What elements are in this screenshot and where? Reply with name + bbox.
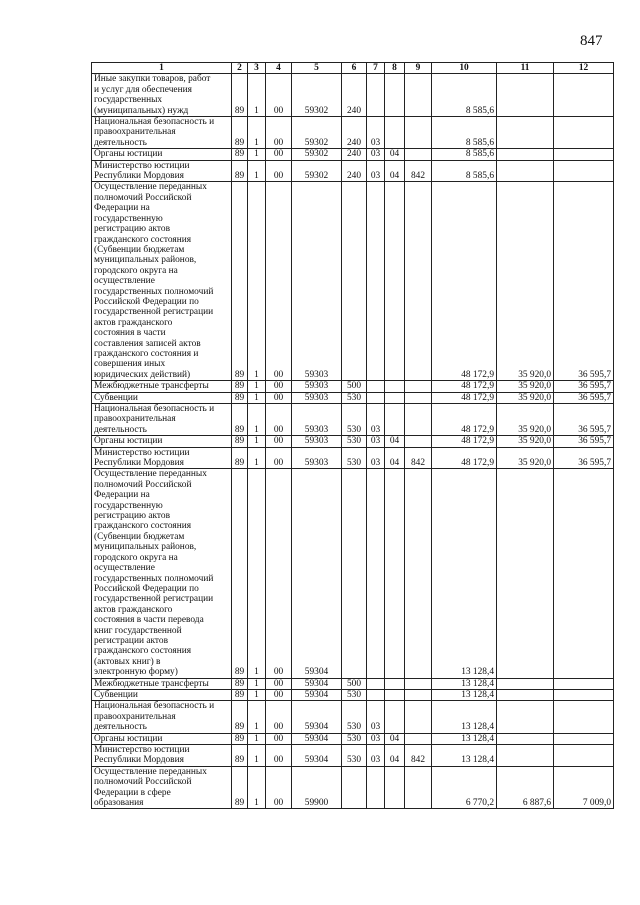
cell-col-10: 13 128,4 xyxy=(432,745,497,767)
cell-col-2: 89 xyxy=(232,447,248,469)
table-row xyxy=(92,469,614,678)
cell-col-11 xyxy=(497,733,554,744)
cell-col-4: 00 xyxy=(266,447,292,469)
description-text: Органы юстиции xyxy=(94,733,163,744)
cell-col-7 xyxy=(367,381,385,392)
cell-col-12 xyxy=(554,469,614,678)
cell-col-12 xyxy=(554,74,614,117)
cell-col-5: 59302 xyxy=(292,149,342,160)
cell-col-9 xyxy=(405,701,432,733)
cell-col-11 xyxy=(497,160,554,182)
cell-col-2: 89 xyxy=(232,149,248,160)
cell-col-5: 59303 xyxy=(292,182,342,381)
cell-col-8: 04 xyxy=(385,745,405,767)
cell-col-12 xyxy=(554,678,614,689)
cell-col-12: 7 009,0 xyxy=(554,766,614,809)
cell-col-10: 8 585,6 xyxy=(432,74,497,117)
cell-col-7 xyxy=(367,689,385,700)
description-text: Субвенции xyxy=(94,689,138,700)
row-description xyxy=(92,701,232,733)
cell-col-8: 04 xyxy=(385,160,405,182)
cell-col-8: 04 xyxy=(385,149,405,160)
cell-col-7 xyxy=(367,182,385,381)
column-header-1: 1 xyxy=(92,63,232,74)
cell-col-8 xyxy=(385,381,405,392)
row-description xyxy=(92,733,232,744)
cell-col-3: 1 xyxy=(248,392,266,403)
cell-col-11 xyxy=(497,701,554,733)
cell-col-8 xyxy=(385,469,405,678)
row-description xyxy=(92,436,232,447)
cell-col-6: 530 xyxy=(342,392,367,403)
table-row xyxy=(92,182,614,381)
cell-col-9 xyxy=(405,404,432,436)
row-description xyxy=(92,766,232,809)
cell-col-7: 03 xyxy=(367,447,385,469)
row-description xyxy=(92,182,232,381)
cell-col-3: 1 xyxy=(248,678,266,689)
cell-col-10: 13 128,4 xyxy=(432,469,497,678)
cell-col-8 xyxy=(385,701,405,733)
cell-col-9 xyxy=(405,392,432,403)
cell-col-9 xyxy=(405,74,432,117)
row-description xyxy=(92,74,232,117)
description-text: Министерство юстиции Республики Мордовия xyxy=(94,447,190,469)
description-text: Органы юстиции xyxy=(94,149,163,160)
cell-col-4: 00 xyxy=(266,469,292,678)
cell-col-6: 530 xyxy=(342,436,367,447)
column-header-9: 9 xyxy=(405,63,432,74)
table-row xyxy=(92,392,614,403)
cell-col-4: 00 xyxy=(266,766,292,809)
cell-col-10: 48 172,9 xyxy=(432,447,497,469)
cell-col-9 xyxy=(405,469,432,678)
cell-col-6: 500 xyxy=(342,381,367,392)
cell-col-2: 89 xyxy=(232,74,248,117)
cell-col-8 xyxy=(385,689,405,700)
cell-col-10: 6 770,2 xyxy=(432,766,497,809)
cell-col-8 xyxy=(385,766,405,809)
cell-col-4: 00 xyxy=(266,745,292,767)
cell-col-3: 1 xyxy=(248,447,266,469)
row-description xyxy=(92,689,232,700)
cell-col-3: 1 xyxy=(248,745,266,767)
cell-col-8 xyxy=(385,117,405,149)
cell-col-9 xyxy=(405,182,432,381)
cell-col-7 xyxy=(367,469,385,678)
cell-col-12 xyxy=(554,701,614,733)
cell-col-7: 03 xyxy=(367,733,385,744)
cell-col-10: 48 172,9 xyxy=(432,182,497,381)
cell-col-5: 59303 xyxy=(292,404,342,436)
cell-col-10: 48 172,9 xyxy=(432,404,497,436)
table-row xyxy=(92,745,614,767)
budget-table xyxy=(91,62,614,809)
cell-col-11: 35 920,0 xyxy=(497,392,554,403)
description-text: Осуществление переданных полномочий Российской Федерации в сфере образования xyxy=(94,766,207,809)
description-text: Осуществление переданных полномочий Российской Федерации на государственную регистрацию актов гражданского состояния (Субвенции бюджетам муниципальных районов, городского округа на осуществление государственных полномочий Российской Федерации по государственной регистрации актов гражданского состояния в части составления записей актов гражданского состояния и совершения иных юридических действий) xyxy=(94,182,214,380)
row-description xyxy=(92,117,232,149)
cell-col-8 xyxy=(385,182,405,381)
cell-col-10: 13 128,4 xyxy=(432,678,497,689)
cell-col-5: 59304 xyxy=(292,733,342,744)
description-text: Национальная безопасность и правоохранительная деятельность xyxy=(94,701,215,733)
column-header-4: 4 xyxy=(266,63,292,74)
cell-col-9: 842 xyxy=(405,160,432,182)
cell-col-2: 89 xyxy=(232,392,248,403)
cell-col-5: 59303 xyxy=(292,392,342,403)
cell-col-11 xyxy=(497,745,554,767)
cell-col-11 xyxy=(497,469,554,678)
cell-col-6: 530 xyxy=(342,745,367,767)
cell-col-4: 00 xyxy=(266,436,292,447)
cell-col-6: 240 xyxy=(342,160,367,182)
cell-col-3: 1 xyxy=(248,404,266,436)
cell-col-11: 35 920,0 xyxy=(497,381,554,392)
cell-col-9: 842 xyxy=(405,447,432,469)
cell-col-5: 59302 xyxy=(292,117,342,149)
table-row xyxy=(92,404,614,436)
cell-col-7 xyxy=(367,74,385,117)
cell-col-12 xyxy=(554,117,614,149)
cell-col-4: 00 xyxy=(266,733,292,744)
cell-col-4: 00 xyxy=(266,74,292,117)
cell-col-3: 1 xyxy=(248,766,266,809)
row-description xyxy=(92,404,232,436)
cell-col-3: 1 xyxy=(248,436,266,447)
cell-col-5: 59304 xyxy=(292,745,342,767)
header-row xyxy=(92,63,614,74)
cell-col-11 xyxy=(497,689,554,700)
column-header-2: 2 xyxy=(232,63,248,74)
cell-col-5: 59304 xyxy=(292,689,342,700)
row-description xyxy=(92,745,232,767)
column-header-6: 6 xyxy=(342,63,367,74)
cell-col-5: 59303 xyxy=(292,436,342,447)
cell-col-10: 8 585,6 xyxy=(432,160,497,182)
description-text: Межбюджетные трансферты xyxy=(94,381,209,392)
cell-col-8: 04 xyxy=(385,447,405,469)
table-row xyxy=(92,766,614,809)
cell-col-5: 59303 xyxy=(292,447,342,469)
cell-col-6 xyxy=(342,469,367,678)
cell-col-12: 36 595,7 xyxy=(554,381,614,392)
table-row xyxy=(92,160,614,182)
cell-col-3: 1 xyxy=(248,117,266,149)
cell-col-11: 35 920,0 xyxy=(497,436,554,447)
table-row xyxy=(92,689,614,700)
cell-col-2: 89 xyxy=(232,766,248,809)
table-row xyxy=(92,436,614,447)
row-description xyxy=(92,392,232,403)
row-description xyxy=(92,678,232,689)
cell-col-11: 35 920,0 xyxy=(497,182,554,381)
cell-col-2: 89 xyxy=(232,160,248,182)
cell-col-6: 530 xyxy=(342,689,367,700)
cell-col-6: 240 xyxy=(342,117,367,149)
cell-col-4: 00 xyxy=(266,182,292,381)
cell-col-3: 1 xyxy=(248,469,266,678)
cell-col-12: 36 595,7 xyxy=(554,436,614,447)
cell-col-2: 89 xyxy=(232,678,248,689)
cell-col-6: 530 xyxy=(342,701,367,733)
cell-col-2: 89 xyxy=(232,689,248,700)
cell-col-6: 500 xyxy=(342,678,367,689)
cell-col-7: 03 xyxy=(367,160,385,182)
cell-col-8: 04 xyxy=(385,436,405,447)
cell-col-2: 89 xyxy=(232,182,248,381)
cell-col-10: 8 585,6 xyxy=(432,149,497,160)
cell-col-4: 00 xyxy=(266,149,292,160)
cell-col-11 xyxy=(497,149,554,160)
cell-col-11 xyxy=(497,117,554,149)
cell-col-4: 00 xyxy=(266,160,292,182)
table-row xyxy=(92,381,614,392)
description-text: Национальная безопасность и правоохранительная деятельность xyxy=(94,404,215,435)
description-text: Министерство юстиции Республики Мордовия xyxy=(94,745,190,766)
cell-col-2: 89 xyxy=(232,701,248,733)
cell-col-12: 36 595,7 xyxy=(554,404,614,436)
cell-col-2: 89 xyxy=(232,381,248,392)
column-header-3: 3 xyxy=(248,63,266,74)
cell-col-9: 842 xyxy=(405,745,432,767)
cell-col-5: 59303 xyxy=(292,381,342,392)
cell-col-10: 48 172,9 xyxy=(432,392,497,403)
cell-col-12 xyxy=(554,689,614,700)
cell-col-8 xyxy=(385,678,405,689)
cell-col-7: 03 xyxy=(367,149,385,160)
cell-col-11: 35 920,0 xyxy=(497,404,554,436)
cell-col-6: 530 xyxy=(342,447,367,469)
cell-col-4: 00 xyxy=(266,689,292,700)
cell-col-7: 03 xyxy=(367,404,385,436)
column-header-12: 12 xyxy=(554,63,614,74)
description-text: Национальная безопасность и правоохранительная деятельность xyxy=(94,117,215,148)
cell-col-7: 03 xyxy=(367,117,385,149)
cell-col-4: 00 xyxy=(266,678,292,689)
cell-col-9 xyxy=(405,436,432,447)
cell-col-7: 03 xyxy=(367,436,385,447)
cell-col-8 xyxy=(385,74,405,117)
cell-col-5: 59302 xyxy=(292,160,342,182)
description-text: Органы юстиции xyxy=(94,436,163,447)
page-number: 847 xyxy=(580,33,603,49)
description-text: Иные закупки товаров, работ и услуг для обеспечения государственных (муниципальных) нужд xyxy=(94,74,211,116)
cell-col-8 xyxy=(385,404,405,436)
cell-col-11: 6 887,6 xyxy=(497,766,554,809)
table-row xyxy=(92,74,614,117)
column-header-5: 5 xyxy=(292,63,342,74)
cell-col-4: 00 xyxy=(266,392,292,403)
column-header-8: 8 xyxy=(385,63,405,74)
cell-col-8 xyxy=(385,392,405,403)
row-description xyxy=(92,469,232,678)
table-row xyxy=(92,447,614,469)
cell-col-10: 13 128,4 xyxy=(432,689,497,700)
cell-col-12 xyxy=(554,733,614,744)
cell-col-10: 48 172,9 xyxy=(432,436,497,447)
cell-col-3: 1 xyxy=(248,733,266,744)
cell-col-3: 1 xyxy=(248,701,266,733)
cell-col-3: 1 xyxy=(248,74,266,117)
cell-col-11: 35 920,0 xyxy=(497,447,554,469)
cell-col-11 xyxy=(497,678,554,689)
row-description xyxy=(92,381,232,392)
table-row xyxy=(92,678,614,689)
cell-col-3: 1 xyxy=(248,160,266,182)
column-header-11: 11 xyxy=(497,63,554,74)
cell-col-10: 13 128,4 xyxy=(432,733,497,744)
cell-col-2: 89 xyxy=(232,745,248,767)
cell-col-12 xyxy=(554,160,614,182)
column-header-7: 7 xyxy=(367,63,385,74)
row-description xyxy=(92,149,232,160)
cell-col-11 xyxy=(497,74,554,117)
cell-col-12 xyxy=(554,745,614,767)
table-body xyxy=(92,74,614,809)
cell-col-10: 13 128,4 xyxy=(432,701,497,733)
cell-col-2: 89 xyxy=(232,469,248,678)
row-description xyxy=(92,447,232,469)
cell-col-9 xyxy=(405,678,432,689)
table-row xyxy=(92,733,614,744)
description-text: Межбюджетные трансферты xyxy=(94,678,209,689)
cell-col-6: 530 xyxy=(342,733,367,744)
cell-col-4: 00 xyxy=(266,117,292,149)
cell-col-6: 530 xyxy=(342,404,367,436)
cell-col-7 xyxy=(367,392,385,403)
description-text: Субвенции xyxy=(94,392,138,403)
cell-col-3: 1 xyxy=(248,689,266,700)
cell-col-2: 89 xyxy=(232,404,248,436)
cell-col-12: 36 595,7 xyxy=(554,447,614,469)
cell-col-6 xyxy=(342,182,367,381)
cell-col-6: 240 xyxy=(342,149,367,160)
description-text: Министерство юстиции Республики Мордовия xyxy=(94,160,190,182)
cell-col-9 xyxy=(405,733,432,744)
cell-col-12: 36 595,7 xyxy=(554,392,614,403)
row-description xyxy=(92,160,232,182)
cell-col-10: 8 585,6 xyxy=(432,117,497,149)
cell-col-2: 89 xyxy=(232,117,248,149)
cell-col-6 xyxy=(342,766,367,809)
description-text: Осуществление переданных полномочий Российской Федерации на государственную регистрацию актов гражданского состояния (Субвенции бюджетам муниципальных районов, городского округа на осуществление государственных полномочий Российской Федерации по государственной регистрации актов гражданского состояния в части перевода книг государственной регистрации актов гражданского состояния (актовых книг) в электронную форму) xyxy=(94,469,214,678)
cell-col-7: 03 xyxy=(367,701,385,733)
cell-col-2: 89 xyxy=(232,733,248,744)
cell-col-12 xyxy=(554,149,614,160)
cell-col-10: 48 172,9 xyxy=(432,381,497,392)
cell-col-4: 00 xyxy=(266,701,292,733)
table-row xyxy=(92,149,614,160)
cell-col-5: 59304 xyxy=(292,701,342,733)
cell-col-5: 59900 xyxy=(292,766,342,809)
cell-col-9 xyxy=(405,117,432,149)
cell-col-9 xyxy=(405,689,432,700)
cell-col-6: 240 xyxy=(342,74,367,117)
cell-col-3: 1 xyxy=(248,149,266,160)
cell-col-9 xyxy=(405,149,432,160)
cell-col-8: 04 xyxy=(385,733,405,744)
cell-col-12: 36 595,7 xyxy=(554,182,614,381)
cell-col-5: 59304 xyxy=(292,678,342,689)
cell-col-7: 03 xyxy=(367,745,385,767)
cell-col-9 xyxy=(405,381,432,392)
cell-col-4: 00 xyxy=(266,381,292,392)
cell-col-7 xyxy=(367,766,385,809)
cell-col-7 xyxy=(367,678,385,689)
cell-col-2: 89 xyxy=(232,436,248,447)
cell-col-5: 59302 xyxy=(292,74,342,117)
table-row xyxy=(92,701,614,733)
cell-col-3: 1 xyxy=(248,381,266,392)
column-header-10: 10 xyxy=(432,63,497,74)
cell-col-5: 59304 xyxy=(292,469,342,678)
cell-col-9 xyxy=(405,766,432,809)
cell-col-4: 00 xyxy=(266,404,292,436)
cell-col-3: 1 xyxy=(248,182,266,381)
table-row xyxy=(92,117,614,149)
